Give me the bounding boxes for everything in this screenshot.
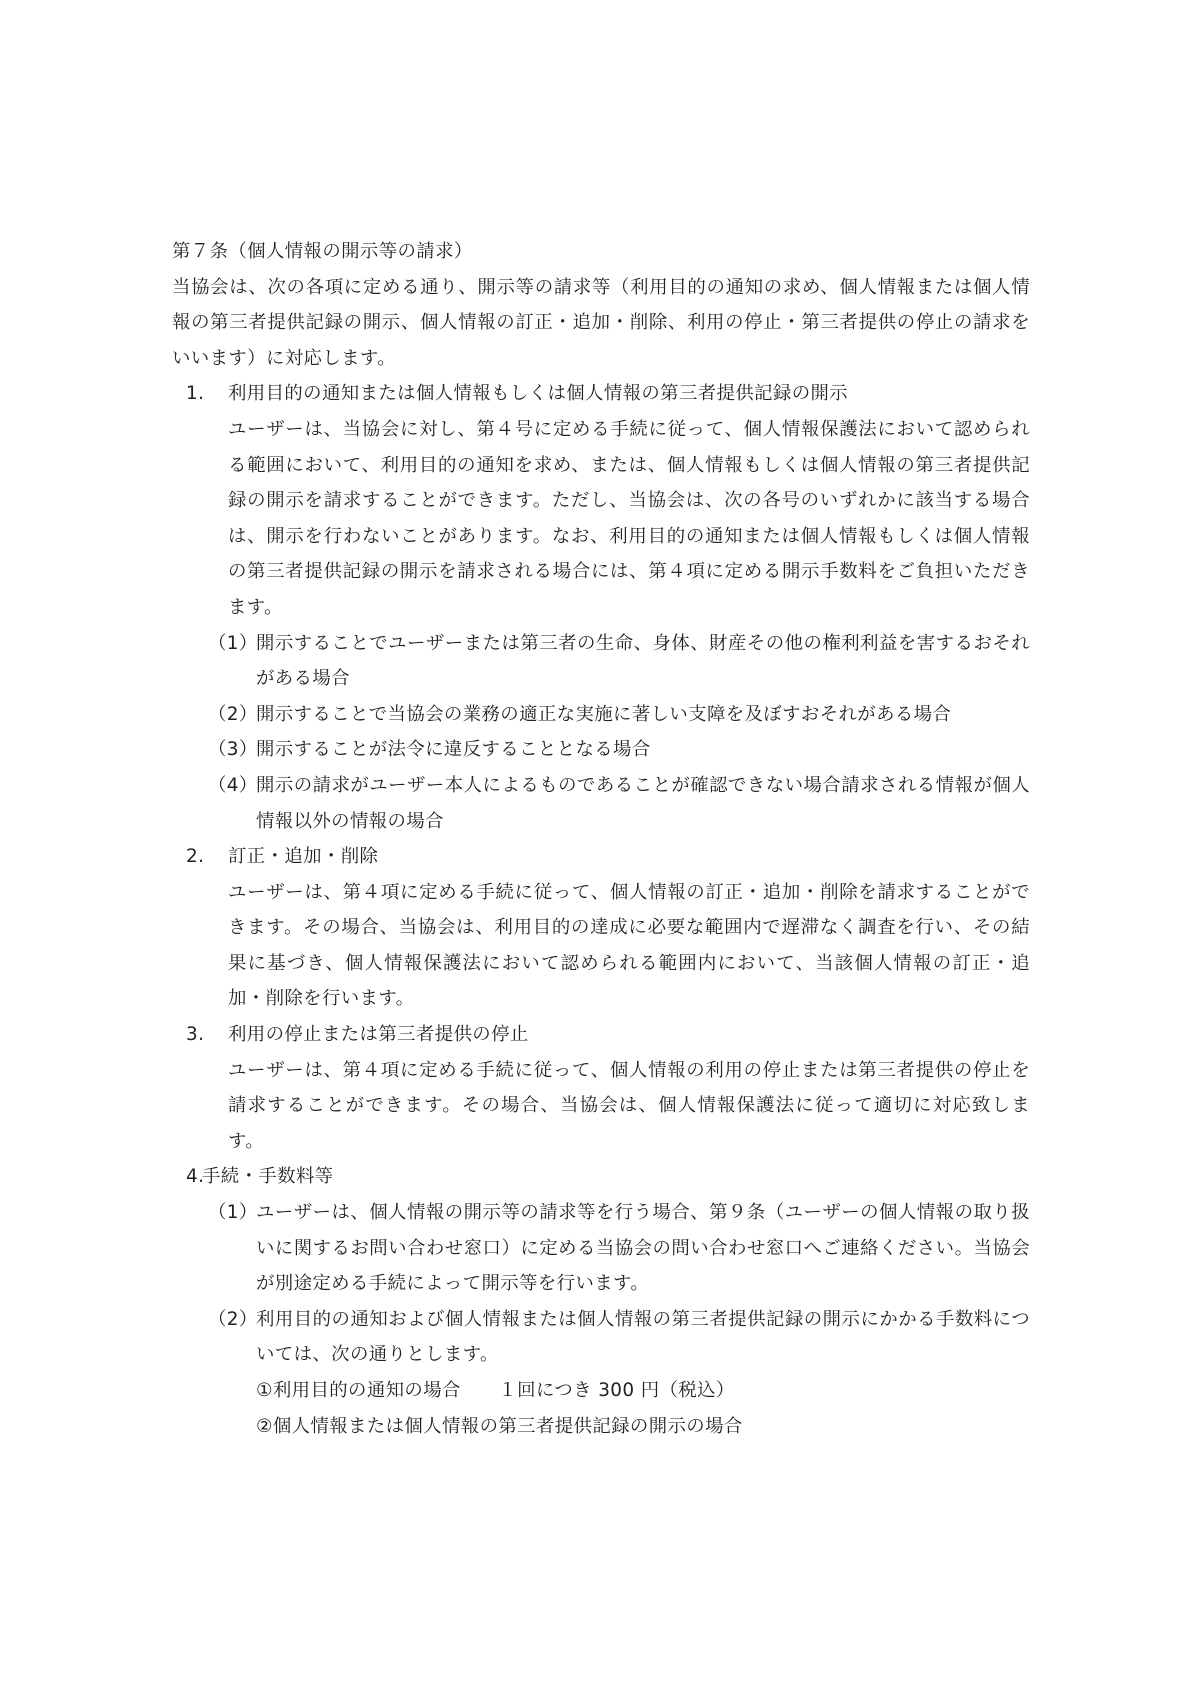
item-heading	[172, 1017, 1030, 1053]
item-heading-text: 手続・手数料等	[202, 1166, 334, 1188]
article-title: 第７条（個人情報の開示等の請求）	[172, 241, 473, 262]
sub-item	[172, 732, 1030, 768]
sub-item	[172, 697, 1030, 733]
sub-item	[172, 626, 1030, 697]
item-3	[172, 1017, 1030, 1159]
sub-item-number: （2）	[208, 1308, 258, 1330]
sub-item-number: （3）	[208, 739, 258, 761]
item-body: ユーザーは、当協会に対し、第４号に定める手続に従って、個人情報保護法において認められる範囲において、利用目的の通知を求め、または、個人情報もしくは個人情報の第三者提供記録の開示を請求することができます。ただし、当協会は、次の各号のいずれかに該当する場合は、開示を行わないことがあります。なお、利用目的の通知または個人情報もしくは個人情報の第三者提供記録の開示を請求される場合には、第４項に定める開示手数料をご負担いただきます。	[228, 418, 1030, 618]
sub-item	[172, 1195, 1030, 1302]
fee-line: ②個人情報または個人情報の第三者提供記録の開示の場合	[256, 1415, 743, 1437]
item-heading	[172, 376, 1030, 412]
item-1	[172, 376, 1030, 839]
item-heading-text: 訂正・追加・削除	[228, 846, 379, 868]
sub-item-text: 開示することで当協会の業務の適正な実施に著しい支障を及ぼすおそれがある場合	[256, 703, 952, 725]
item-number: 3.	[186, 1024, 205, 1046]
item-2	[172, 839, 1030, 1017]
fee-line: ①利用目的の通知の場合 １回につき 300 円（税込）	[256, 1380, 735, 1401]
item-heading	[172, 839, 1030, 875]
sub-item-number: （2）	[208, 703, 258, 725]
item-body: ユーザーは、第４項に定める手続に従って、個人情報の訂正・追加・削除を請求することができます。その場合、当協会は、利用目的の達成に必要な範囲内で遅滞なく調査を行い、その結果に基づき、個人情報保護法において認められる範囲内において、当該個人情報の訂正・追加・削除を行います。	[228, 881, 1030, 1010]
item-number: 1.	[186, 383, 205, 405]
sub-item-number: （1）	[208, 1202, 258, 1224]
item-4	[172, 1159, 1030, 1444]
sub-item-text: 開示の請求がユーザー本人によるものであることが確認できない場合請求される情報が個人情報以外の情報の場合	[256, 774, 1030, 832]
sub-item	[172, 1302, 1030, 1373]
sub-item-text: 開示することでユーザーまたは第三者の生命、身体、財産その他の権利利益を害するおそれがある場合	[256, 632, 1030, 690]
sub-item-text: 開示することが法令に違反することとなる場合	[256, 739, 651, 761]
sub-item-text: 利用目的の通知および個人情報または個人情報の第三者提供記録の開示にかかる手数料については、次の通りとします。	[256, 1308, 1030, 1366]
item-heading-text: 利用の停止または第三者提供の停止	[228, 1024, 529, 1046]
item-heading	[172, 1159, 1030, 1195]
sub-item-text: ユーザーは、個人情報の開示等の請求等を行う場合、第９条（ユーザーの個人情報の取り扱いに関するお問い合わせ窓口）に定める当協会の問い合わせ窓口へご連絡ください。当協会が別途定める手続によって開示等を行います。	[256, 1202, 1030, 1295]
sub-item	[172, 768, 1030, 839]
item-heading-text: 利用目的の通知または個人情報もしくは個人情報の第三者提供記録の開示	[228, 383, 849, 405]
item-number: 2.	[186, 846, 205, 868]
article-intro: 当協会は、次の各項に定める通り、開示等の請求等（利用目的の通知の求め、個人情報または個人情報の第三者提供記録の開示、個人情報の訂正・追加・削除、利用の停止・第三者提供の停止の請求をいいます）に対応します。	[172, 276, 1030, 369]
item-number: 4.	[186, 1166, 205, 1188]
sub-item-number: （1）	[208, 632, 258, 654]
item-body: ユーザーは、第４項に定める手続に従って、個人情報の利用の停止または第三者提供の停止を請求することができます。その場合、当協会は、個人情報保護法に従って適切に対応致します。	[228, 1059, 1030, 1152]
article-7	[172, 234, 1030, 1444]
sub-item-number: （4）	[208, 774, 258, 796]
